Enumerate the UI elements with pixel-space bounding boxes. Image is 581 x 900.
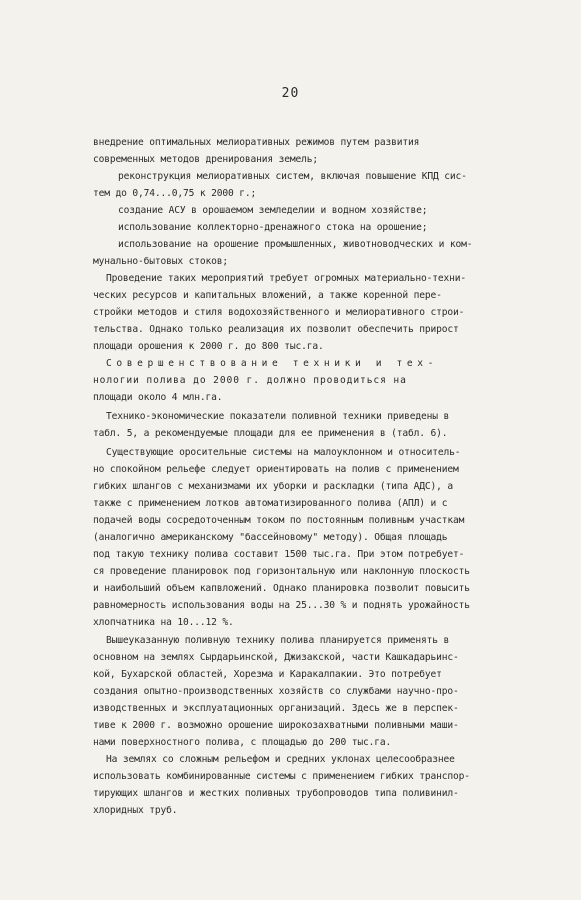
text-line: современных методов дренирования земель; (93, 154, 319, 165)
text-line: кой, Бухарской областей, Хорезма и Каракалпакии. Это потребует (93, 669, 442, 680)
text-line: площади около 4 млн.га. (93, 392, 223, 403)
text-line: ся проведение планировок под горизонтальную или наклонную плоскость (93, 566, 470, 577)
text-line: основном на землях Сырдарьинской, Джизакской, части Кашкадарьинс- (93, 652, 459, 663)
text-line: изводственных и эксплуатационных организаций. Здесь же в перспек- (93, 703, 459, 714)
page-number: 20 (281, 86, 300, 101)
text-line: использовать комбинированные системы с применением гибких транспор- (93, 771, 470, 782)
text-line: площади орошения к 2000 г. до 800 тыс.га. (93, 341, 324, 352)
text-line: нами поверхностного полива, с площадью до 200 тыс.га. (93, 737, 392, 748)
text-line: реконструкция мелиоративных систем, включая повышение КПД сис- (118, 171, 467, 182)
text-line: Проведение таких мероприятий требует огромных материально-техни- (106, 273, 467, 284)
text-line: тиве к 2000 г. возможно орошение широкозахватными поливными маши- (93, 720, 459, 731)
text-line: гибких шлангов с механизмами их уборки и раскладки (типа АДС), а (93, 481, 454, 492)
text-line: мунально-бытовых стоков; (93, 256, 229, 267)
text-line: создание АСУ в орошаемом земледелии и водном хозяйстве; (118, 205, 428, 216)
text-line: Технико-экономические показатели поливной техники приведены в (106, 411, 450, 422)
text-line: Вышеуказанную поливную технику полива планируется применять в (106, 635, 450, 646)
text-line: табл. 5, а рекомендуемые площади для ее применения в (табл. 6). (93, 428, 448, 439)
text-line: использование на орошение промышленных, животноводческих и ком- (118, 239, 473, 250)
text-line: и наибольший объем капвложений. Однако планировка позволит повысить (93, 583, 470, 594)
text-line: нологии полива до 2000 г. должно проводиться на (93, 375, 407, 386)
text-line: На землях со сложным рельефом и средних уклонах целесообразнее (106, 754, 455, 765)
text-line: подачей воды сосредоточенным током по постоянным поливным участкам (93, 515, 465, 526)
text-line: тельства. Однако только реализация их позволит обеспечить прирост (93, 324, 459, 335)
text-line: стройки методов и стиля водохозяйственного и мелиоративного строи- (93, 307, 465, 318)
text-line: под такую технику полива составит 1500 тыс.га. При этом потребует- (93, 549, 465, 560)
text-line: хлоридных труб. (93, 805, 178, 816)
text-line: тем до 0,74...0,75 к 2000 г.; (93, 188, 257, 199)
text-line: Существующие оросительные системы на малоуклонном и относитель- (106, 447, 461, 458)
text-line: равномерность использования воды на 25...30 % и поднять урожайность (93, 600, 470, 611)
text-line: использование коллекторно-дренажного стока на орошение; (118, 222, 428, 233)
text-line: но спокойном рельефе следует ориентировать на полив с применением (93, 464, 459, 475)
text-line: создания опытно-производственных хозяйств со службами научно-про- (93, 686, 459, 697)
text-line: ческих ресурсов и капитальных вложений, а также коренной пере- (93, 290, 442, 301)
text-line: внедрение оптимальных мелиоративных режимов путем развития (93, 137, 420, 148)
text-line: (аналогично американскому "бассейновому" методу). Общая площадь (93, 532, 448, 543)
text-line: хлопчатника на 10...12 %. (93, 617, 234, 628)
text-line: Совершенствование техники и тех- (106, 358, 439, 369)
text-line: также с применением лотков автоматизированного полива (АПЛ) и с (93, 498, 448, 509)
text-line: тирующих шлангов и жестких поливных трубопроводов типа поливинил- (93, 788, 459, 799)
